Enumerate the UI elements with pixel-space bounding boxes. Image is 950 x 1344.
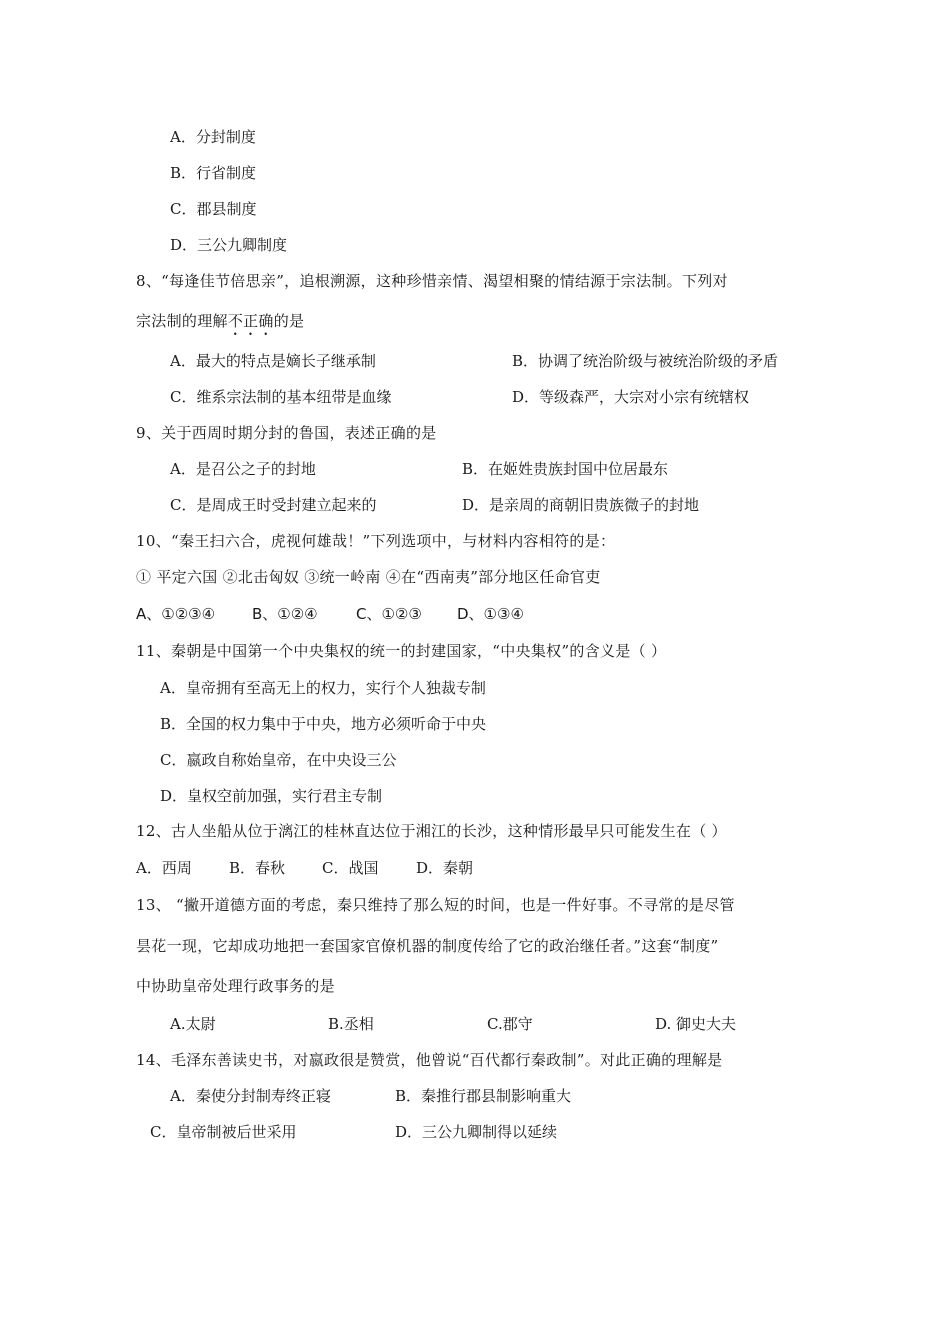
q9-option-c: C．是周成王时受封建立起来的 (170, 496, 377, 514)
q8-option-a: A．最大的特点是嫡长子继承制 (170, 352, 376, 370)
q10-items: ① 平定六国 ②北击匈奴 ③统一岭南 ④在“西南夷”部分地区任命官吏 (136, 568, 601, 586)
q9-option-a: A．是召公之子的封地 (170, 460, 316, 478)
q7-option-d: D．三公九卿制度 (170, 236, 288, 254)
q13-option-a: A.太尉 (170, 1015, 216, 1033)
q8-stem-line2 (136, 311, 304, 339)
q9-option-d: D．是亲周的商朝旧贵族微子的封地 (462, 496, 700, 514)
q10-stem: 10、“秦王扫六合，虎视何雄哉！”下列选项中，与材料内容相符的是： (136, 532, 616, 550)
q10-option-d: D、①③④ (457, 605, 524, 623)
q13-stem-line3: 中协助皇帝处理行政事务的是 (136, 977, 335, 995)
q14-option-d: D．三公九卿制得以延续 (395, 1123, 558, 1141)
q14-option-c: C．皇帝制被后世采用 (150, 1123, 297, 1141)
q8-stem-post: 的是 (273, 312, 305, 330)
q10-option-a: A、①②③④ (136, 605, 216, 623)
q8-option-b: B．协调了统治阶级与被统治阶级的矛盾 (512, 352, 779, 370)
q14-option-a: A．秦使分封制寿终正寝 (170, 1087, 331, 1105)
q13-option-c: C.郡守 (487, 1015, 533, 1033)
q8-option-d: D．等级森严，大宗对小宗有统辖权 (512, 388, 750, 406)
q11-stem: 11、秦朝是中国第一个中央集权的统一的封建国家，“中央集权”的含义是（ ） (136, 642, 667, 660)
q7-option-b: B．行省制度 (170, 164, 257, 182)
q13-option-d: D. 御史大夫 (655, 1015, 737, 1033)
q12-option-c: C．战国 (322, 859, 379, 877)
q7-option-a: A．分封制度 (170, 128, 256, 146)
q12-option-a: A．西周 (136, 859, 192, 877)
q11-option-a: A．皇帝拥有至高无上的权力，实行个人独裁专制 (160, 679, 486, 697)
q9-stem: 9、关于西周时期分封的鲁国，表述正确的是 (136, 424, 437, 442)
q14-stem: 14、毛泽东善读史书，对嬴政很是赞赏，他曾说“百代都行秦政制”。对此正确的理解是 (136, 1051, 723, 1069)
q13-stem-line1: 13、 “撇开道德方面的考虑，秦只维持了那么短的时间，也是一件好事。不寻常的是尽管 (136, 896, 735, 914)
q7-option-c: C．郡县制度 (170, 200, 257, 218)
q14-option-b: B．秦推行郡县制影响重大 (395, 1087, 572, 1105)
q12-option-b: B．春秋 (229, 859, 286, 877)
q12-option-d: D．秦朝 (416, 859, 474, 877)
q8-option-c: C．维系宗法制的基本纽带是血缘 (170, 388, 392, 406)
q11-option-b: B．全国的权力集中于中央，地方必须听命于中央 (160, 715, 487, 733)
q13-option-b: B.丞相 (328, 1015, 374, 1033)
q12-stem: 12、古人坐船从位于漓江的桂林直达位于湘江的长沙，这种情形最早只可能发生在（ ） (136, 822, 727, 840)
q10-option-c: C、①②③ (356, 605, 422, 623)
q8-stem-pre: 宗法制的理解 (136, 312, 228, 330)
q13-stem-line2: 昙花一现，它却成功地把一套国家官僚机器的制度传给了它的政治继任者。”这套“制度” (136, 937, 719, 955)
q8-stem-emphasis: 不正确 (227, 312, 274, 330)
q11-option-c: C．嬴政自称始皇帝，在中央设三公 (160, 751, 397, 769)
q8-stem-line1: 8、“每逢佳节倍思亲”，追根溯源，这种珍惜亲情、渴望相聚的情结源于宗法制。下列对 (136, 272, 728, 290)
q10-option-b: B、①②④ (252, 605, 318, 623)
q11-option-d: D．皇权空前加强，实行君主专制 (160, 787, 383, 805)
q9-option-b: B．在姬姓贵族封国中位居最东 (462, 460, 669, 478)
